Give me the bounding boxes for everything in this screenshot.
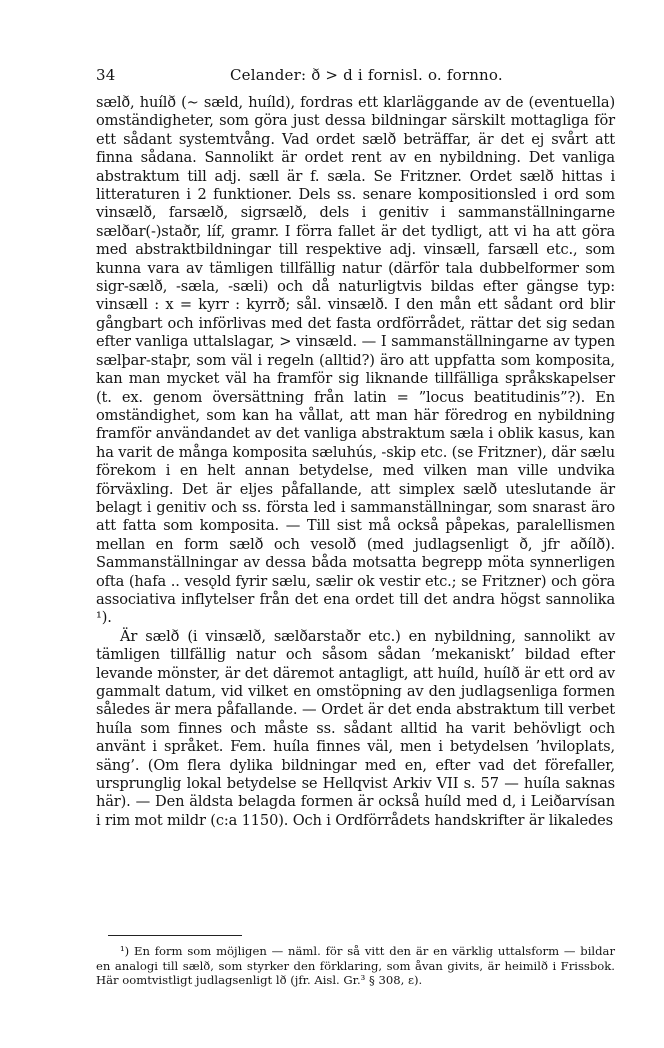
paragraph: Är sælð (i vinsælð, sælðarstaðr etc.) en nybildning, sannolikt av tämligen tillfällig natur och såsom sådan ’mekaniskt’ bildad efter levande mönster, är det däremot antagligt, att huíld, huílð är ett ord av gammalt datum, vid vilket en omstöpning av den judlagsenliga formen således är mera påfallande. — Ordet är det enda abstraktum till verbet huíla som finnes och måste ss. sådant alltid ha varit behövligt och använt i språket. Fem. huíla finnes väl, men i betydelsen ’hviloplats, säng’. (Om flera dylika bildningar med en, efter vad det förefaller, ursprunglig lokal betydelse se Hellqvist Arkiv VII s. 57 — huíla saknas här). — Den äldsta belagda formen är också huíld med d, i Leiðarvísan i rim mot mildr (c:a 1150). Och i Ordförrådets handskrifter är likaledes (96, 627, 615, 829)
footnote-rule (108, 935, 242, 936)
running-title: Celander: ð > d i fornisl. o. fornno. (230, 66, 503, 84)
running-header (96, 66, 614, 88)
footnote (96, 944, 615, 988)
page-number: 34 (96, 66, 116, 84)
body-text (96, 94, 615, 830)
footnote-text: ¹) En form som möjligen — näml. för så vitt den är en värklig uttalsform — bildar en analogi till sælð, som styrker den förklaring, som åvan givits, är heimilð i Frissbok. Här oomtvistligt judlagsenligt lð (jfr. Aisl. Gr.³ § 308, ε). (96, 944, 615, 988)
paragraph: sælð, huílð (∼ sæld, huíld), fordras ett klarläggande av de (eventuella) omständigheter, som göra just dessa bildningar särskilt mottagliga för ett sådant systemtvång. Vad ordet sælð beträffar, är det ej svårt att finna sådana. Sannolikt är ordet rent av en nybildning. Det vanliga abstraktum till adj. sæll är f. sæla. Se Fritzner. Ordet sælð hittas i litteraturen i 2 funktioner. Dels ss. senare kompositionsled i ord som vinsælð, farsælð, sigrsælð, dels i genitiv i sammanställningarne sælðar(-)staðr, líf, gramr. I förra fallet är det tydligt, att vi ha att göra med abstraktbildningar till respektive adj. vinsæll, farsæll etc., som kunna vara av tämligen tillfällig natur (därför tala dubbelformer som sigr-sælð, -sæla, -sæli) och då naturligtvis bildas efter gängse typ: vinsæll : x = kyrr : kyrrð; sål. vinsælð. I den mån ett sådant ord blir gångbart och införlivas med det fasta ordförrådet, rättar det sig sedan efter vanliga uttalslagar, > vinsæld. — I sammanställningarne av typen sælþar-staþr, som väl i regeln (alltid?) äro att uppfatta som komposita, kan man mycket väl ha framför sig liknande tillfälliga språkskapelser (t. ex. genom översättning från latin = ”locus beatitudinis”?). En omständighet, som kan ha vållat, att man här föredrog en nybildning framför användandet av det vanliga abstraktum sæla i oblik kasus, kan ha varit de många komposita sæluhús, -skip etc. (se Fritzner), där sælu förekom i en helt annan betydelse, med vilken man ville undvika förväxling. Det är eljes påfallande, att simplex sælð uteslutande är belagt i genitiv och ss. första led i sammanställningar, som snarast äro att fatta som komposita. — Till sist må också påpekas, paralellismen mellan en form sælð och vesolð (med judlagsenligt ð, jfr aðílð). Sammanställningar av dessa båda motsatta begrepp möta synnerligen ofta (hafa .. vesǫld fyrir sælu, sælir ok vestir etc.; se Fritzner) och göra associativa inflytelser från det ena ordet till det andra högst sannolika ¹). (96, 94, 615, 627)
